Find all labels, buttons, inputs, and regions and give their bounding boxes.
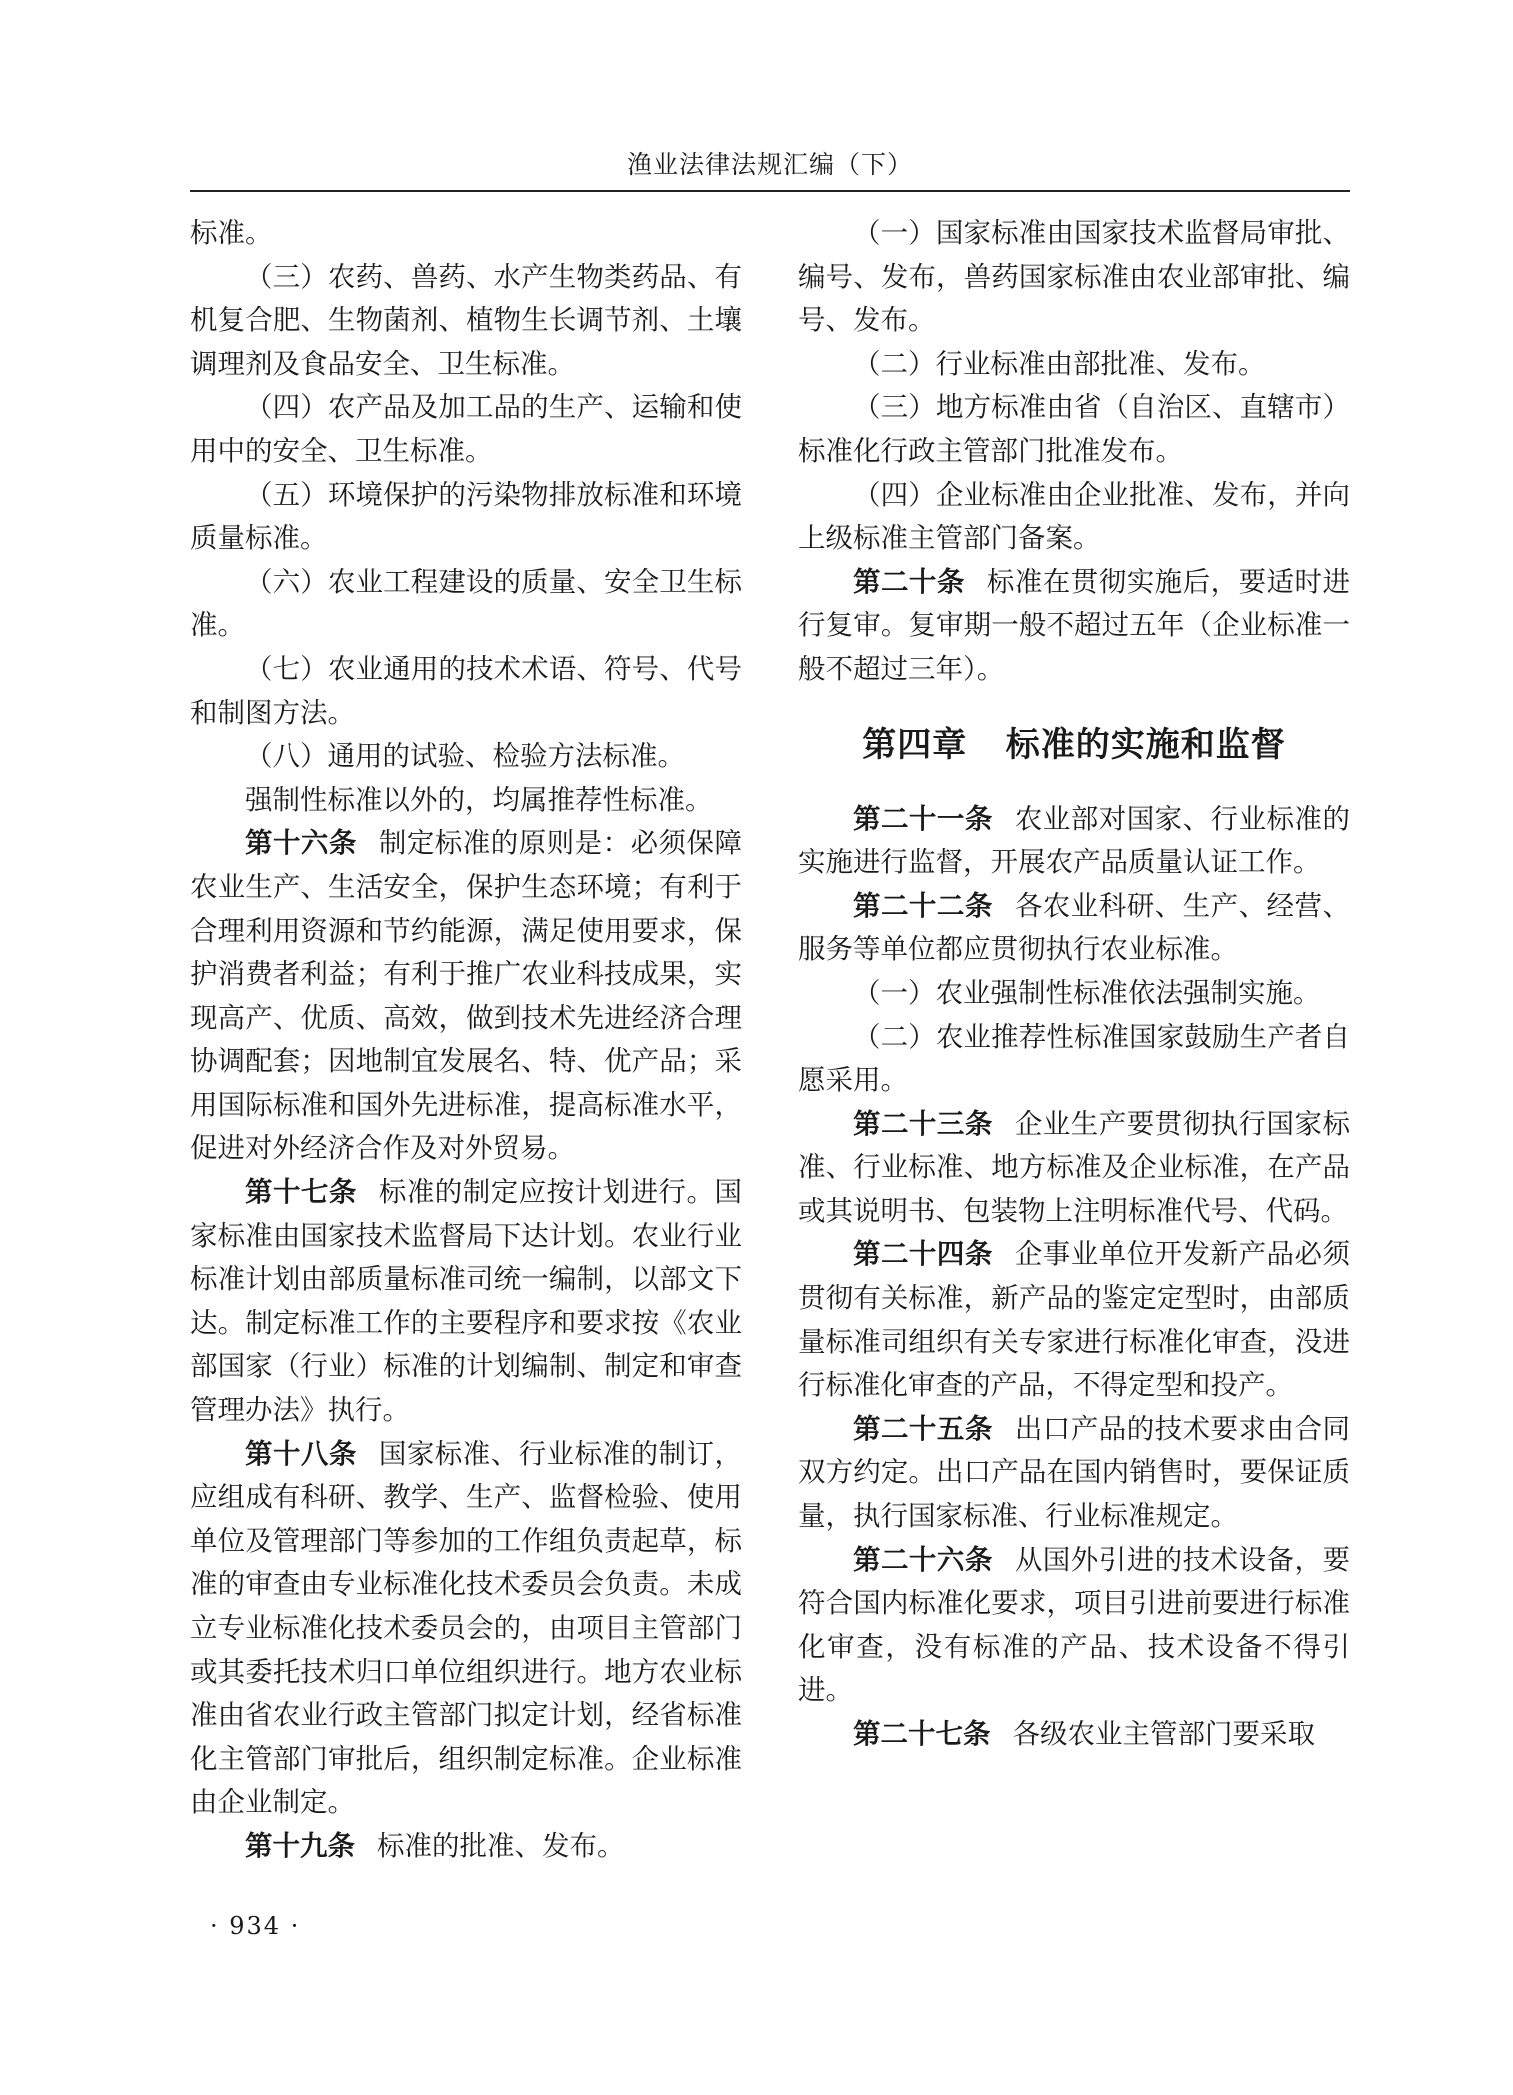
- article-paragraph: [190, 822, 742, 1171]
- paragraph-text: （七）农业通用的技术术语、符号、代号和制图方法。: [190, 652, 742, 729]
- paragraph: [190, 735, 742, 779]
- article-paragraph: [798, 1233, 1350, 1407]
- paragraph-text: 企事业单位开发新产品必须贯彻有关标准，新产品的鉴定定型时，由部质量标准司组织有关专家进行标准化审查，没进行标准化审查的产品，不得定型和投产。: [798, 1238, 1350, 1402]
- article-paragraph: [798, 885, 1350, 972]
- paragraph-text: （六）农业工程建设的质量、安全卫生标准。: [190, 565, 742, 642]
- paragraph-text: 国家标准、行业标准的制订，应组成有科研、教学、生产、监督检验、使用单位及管理部门等参加的工作组负责起草，标准的审查由专业标准化技术委员会负责。未成立专业标准化技术委员会的，由项目主管部门或其委托技术归口单位组织进行。地方农业标准由省农业行政主管部门拟定计划，经省标准化主管部门审批后，组织制定标准。企业标准由企业制定。: [190, 1437, 742, 1819]
- paragraph: [190, 212, 742, 256]
- chapter-title: 标准的实施和监督: [1005, 724, 1286, 765]
- chapter-number: 第四章: [862, 724, 968, 765]
- paragraph-text: 企业生产要贯彻执行国家标准、行业标准、地方标准及企业标准，在产品或其说明书、包装物上注明标准代号、代码。: [798, 1107, 1350, 1227]
- paragraph-text: 强制性标准以外的，均属推荐性标准。: [245, 783, 713, 816]
- paragraph-text: （三）地方标准由省（自治区、直辖市）标准化行政主管部门批准发布。: [798, 391, 1350, 467]
- paragraph-text: （三）农药、兽药、水产生物类药品、有机复合肥、生物菌剂、植物生长调节剂、土壤调理剂及食品安全、卫生标准。: [190, 260, 742, 380]
- paragraph-text: 各级农业主管部门要采取: [1012, 1718, 1315, 1750]
- paragraph: [190, 256, 742, 387]
- article-number: 第二十条: [853, 565, 965, 598]
- paragraph-text: 各农业科研、生产、经营、服务等单位都应贯彻执行农业标准。: [798, 889, 1350, 966]
- paragraph-text: （一）农业强制性标准依法强制实施。: [853, 976, 1321, 1009]
- paragraph: [798, 386, 1350, 473]
- paragraph: [798, 474, 1350, 561]
- paragraph: [798, 212, 1350, 343]
- article-paragraph: [798, 798, 1350, 885]
- paragraph-text: 标准的制定应按计划进行。国家标准由国家技术监督局下达计划。农业行业标准计划由部质量标准司统一编制，以部文下达。制定标准工作的主要程序和要求按《农业部国家（行业）标准的计划编制、制定和审查管理办法》执行。: [190, 1176, 742, 1427]
- article-paragraph: [798, 1539, 1350, 1713]
- left-column: [190, 212, 742, 1869]
- paragraph-text: （五）环境保护的污染物排放标准和环境质量标准。: [190, 478, 742, 555]
- paragraph-text: 标准。: [190, 217, 273, 249]
- article-number: 第二十五条: [853, 1412, 993, 1445]
- paragraph-text: 标准在贯彻实施后，要适时进行复审。复审期一般不超过五年（企业标准一般不超过三年）。: [798, 565, 1350, 685]
- paragraph: [798, 343, 1350, 387]
- paragraph-text: 出口产品的技术要求由合同双方约定。出口产品在国内销售时，要保证质量，执行国家标准、行业标准规定。: [798, 1412, 1350, 1533]
- chapter-heading: [798, 720, 1350, 770]
- article-paragraph: [798, 1408, 1350, 1539]
- article-number: 第十七条: [245, 1176, 357, 1209]
- article-number: 第十九条: [245, 1829, 355, 1862]
- paragraph-text: （二）农业推荐性标准国家鼓励生产者自愿采用。: [798, 1020, 1350, 1097]
- article-number: 第二十一条: [853, 802, 993, 835]
- article-paragraph: [798, 561, 1350, 692]
- article-number: 第二十二条: [853, 889, 993, 922]
- article-paragraph: [190, 1433, 742, 1825]
- article-number: 第十八条: [245, 1437, 357, 1470]
- paragraph-text: 从国外引进的技术设备，要符合国内标准化要求，项目引进前要进行标准化审查，没有标准的产品、技术设备不得引进。: [798, 1543, 1350, 1707]
- paragraph-text: 农业部对国家、行业标准的实施进行监督，开展农产品质量认证工作。: [798, 802, 1350, 879]
- paragraph-text: （一）国家标准由国家技术监督局审批、编号、发布，兽药国家标准由农业部审批、编号、发布。: [798, 217, 1350, 337]
- paragraph-text: 标准的批准、发布。: [377, 1829, 625, 1862]
- paragraph: [190, 474, 742, 561]
- paragraph-text: 制定标准的原则是：必须保障农业生产、生活安全，保护生态环境；有利于合理利用资源和节约能源，满足使用要求，保护消费者利益；有利于推广农业科技成果，实现高产、优质、高效，做到技术先进经济合理协调配套；因地制宜发展名、特、优产品；采用国际标准和国外先进标准，提高标准水平，促进对外经济合作及对外贸易。: [190, 827, 742, 1165]
- page-number: · 934 ·: [210, 1912, 301, 1940]
- paragraph-text: （四）企业标准由企业批准、发布，并向上级标准主管部门备案。: [798, 478, 1350, 555]
- paragraph: [798, 972, 1350, 1016]
- running-header: 渔业法律法规汇编（下）: [626, 150, 913, 179]
- article-paragraph: [798, 1713, 1350, 1757]
- paragraph: [190, 779, 742, 823]
- header-rule: [190, 190, 1350, 192]
- paragraph: [190, 561, 742, 648]
- right-column: [798, 212, 1350, 1757]
- article-number: 第二十六条: [853, 1543, 993, 1576]
- paragraph: [190, 648, 742, 735]
- article-number: 第二十四条: [853, 1238, 993, 1271]
- paragraph-text: （四）农产品及加工品的生产、运输和使用中的安全、卫生标准。: [190, 391, 742, 467]
- paragraph: [798, 1016, 1350, 1103]
- article-paragraph: [798, 1103, 1350, 1234]
- article-paragraph: [190, 1825, 742, 1869]
- article-number: 第二十七条: [853, 1718, 991, 1750]
- paragraph-text: （八）通用的试验、检验方法标准。: [245, 740, 685, 773]
- article-paragraph: [190, 1171, 742, 1433]
- article-number: 第二十三条: [853, 1107, 993, 1140]
- paragraph: [190, 386, 742, 473]
- article-number: 第十六条: [245, 827, 357, 860]
- paragraph-text: （二）行业标准由部批准、发布。: [853, 347, 1266, 380]
